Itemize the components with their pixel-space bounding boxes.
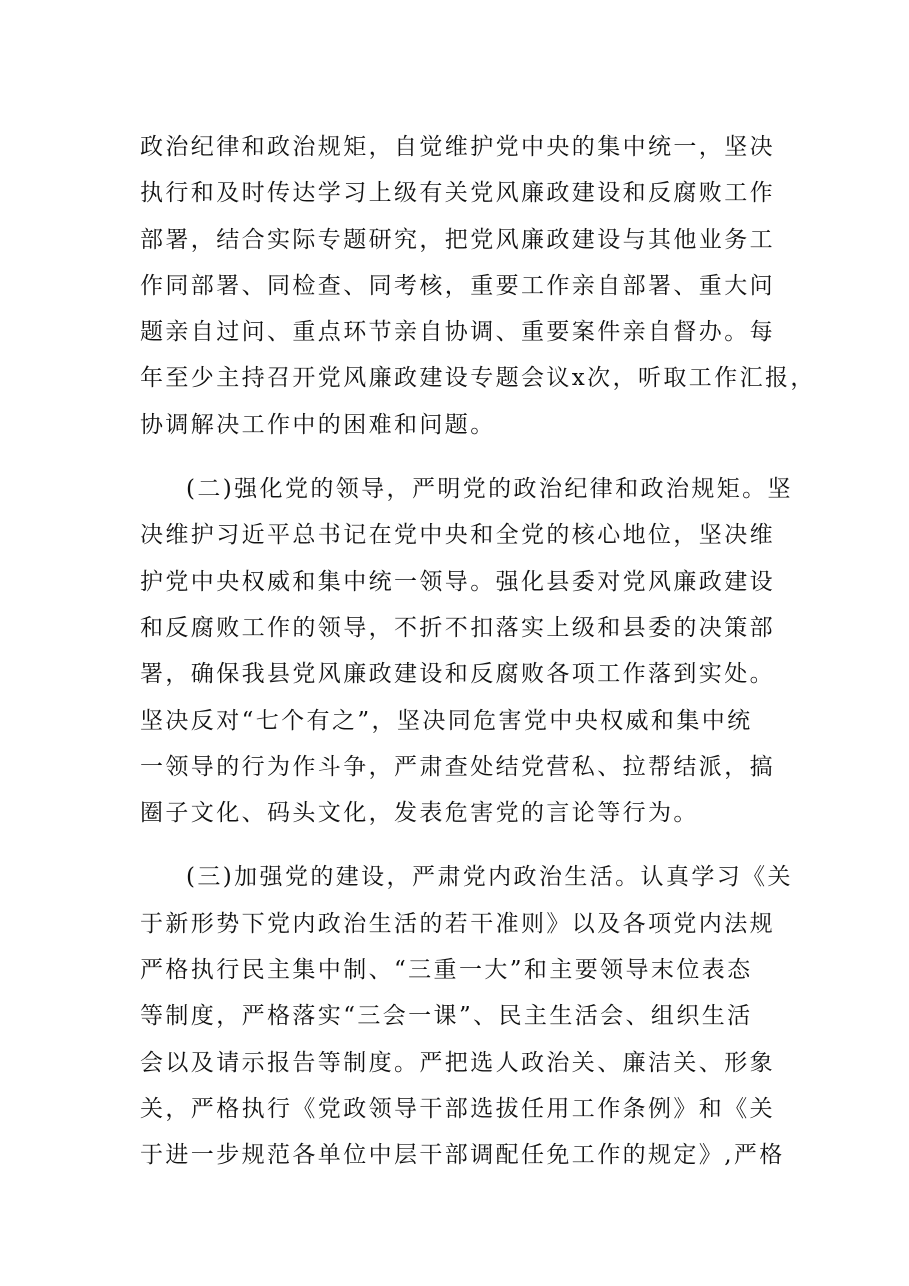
- paragraph-2-line: 和反腐败工作的领导，不折不扣落实上级和县委的决策部: [140, 614, 775, 641]
- document-body: [140, 124, 816, 1179]
- paragraph-1-line: 政治纪律和政治规矩，自觉维护党中央的集中统一，坚决: [140, 134, 775, 160]
- paragraph-3-line: 于进一步规范各单位中层干部调配任免工作的规定》,严格: [140, 1142, 785, 1169]
- paragraph-1-line: 协调解决工作中的困难和问题。: [140, 411, 496, 438]
- paragraph-1-line: 执行和及时传达学习上级有关党风廉政建设和反腐败工作: [140, 180, 775, 207]
- paragraph-2-heading-line: (二)强化党的领导，严明党的政治纪律和政治规矩。坚: [186, 476, 793, 503]
- paragraph-2-line: 护党中央权威和集中统一领导。强化县委对党风廉政建设: [140, 568, 775, 595]
- paragraph-1-line: 部署，结合实际专题研究，把党风廉政建设与其他业务工: [140, 226, 775, 253]
- paragraph-3-line: 严格执行民主集中制、“三重一大”和主要领导末位表态: [140, 957, 753, 984]
- paragraph-3-line: 会以及请示报告等制度。严把选人政治关、廉洁关、形象: [140, 1049, 775, 1076]
- paragraph-3-line: 关，严格执行《党政领导干部选拔任用工作条例》和《关: [140, 1095, 775, 1122]
- paragraph-1: [140, 124, 816, 448]
- paragraph-1-line: 题亲自过问、重点环节亲自协调、重要案件亲自督办。每: [140, 319, 775, 346]
- paragraph-gap: [140, 448, 772, 466]
- paragraph-1-line: 年至少主持召开党风廉政建设专题会议x次，听取工作汇报，: [140, 365, 816, 392]
- paragraph-2-line: 圈子文化、码头文化，发表危害党的言论等行为。: [140, 800, 699, 827]
- paragraph-2: [140, 466, 793, 836]
- paragraph-3-heading-line: (三)加强党的建设，严肃党内政治生活。认真学习《关: [186, 864, 793, 891]
- paragraph-3-line: 于新形势下党内政治生活的若干准则》以及各项党内法规: [140, 910, 775, 937]
- paragraph-2-line: 决维护习近平总书记在党中央和全党的核心地位，坚决维: [140, 522, 775, 549]
- paragraph-gap: [140, 836, 772, 854]
- paragraph-2-line: 署，确保我县党风廉政建设和反腐败各项工作落到实处。: [140, 661, 775, 688]
- paragraph-2-line: 一领导的行为作斗争，严肃查处结党营私、拉帮结派，搞: [140, 753, 775, 780]
- paragraph-3-line: 等制度，严格落实“三会一课”、民主生活会、组织生活: [140, 1003, 753, 1030]
- paragraph-3: [140, 854, 793, 1178]
- paragraph-2-line: 坚决反对“七个有之”，坚决同危害党中央权威和集中统: [140, 707, 753, 734]
- paragraph-1-line: 作同部署、同检查、同考核，重要工作亲自部署、重大问: [140, 272, 775, 299]
